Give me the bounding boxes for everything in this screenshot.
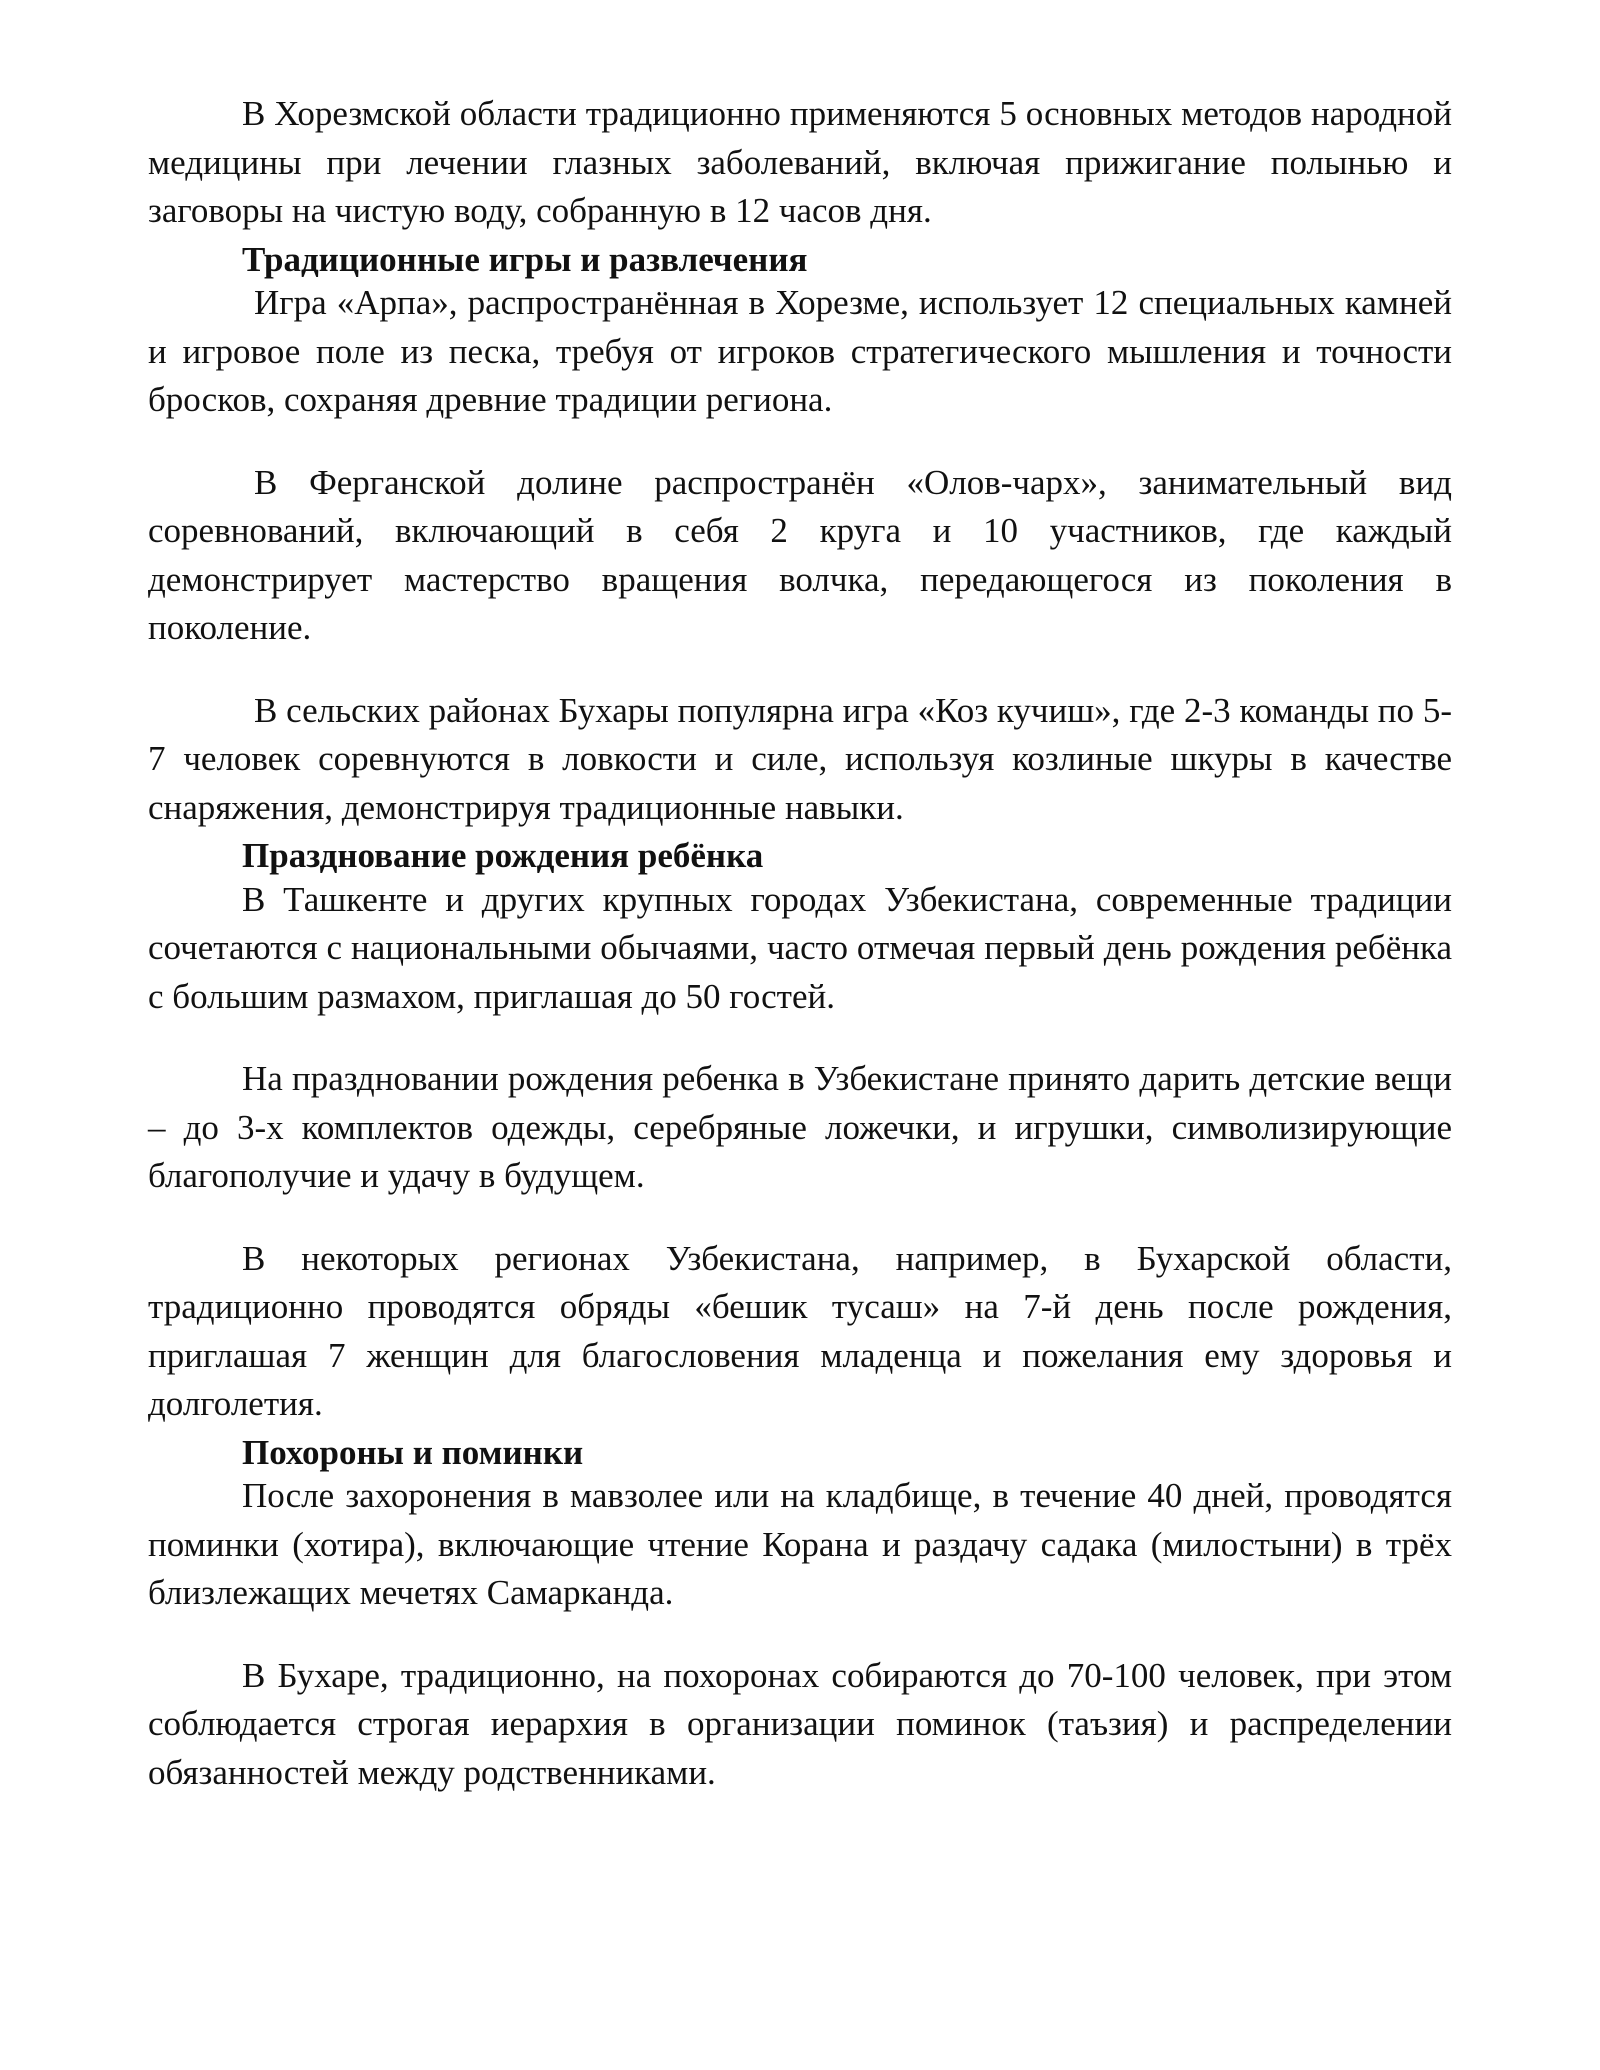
heading-funerals: Похороны и поминки	[242, 1432, 584, 1472]
paragraph-tashkent-birthday: В Ташкенте и других крупных городах Узбекистана, современные традиции сочетаются с национальными обычаями, часто отмечая первый день рождения ребёнка с большим размахом, приглашая до 50 гостей.	[148, 879, 1452, 1016]
paragraph-khotira: После захоронения в мавзолее или на кладбище, в течение 40 дней, проводятся поминки (хотира), включающие чтение Корана и раздачу садака (милостыни) в трёх близлежащих мечетях Самарканда.	[148, 1476, 1452, 1612]
paragraph-olov-charkh: В Ферганской долине распространён «Олов-чарх», занимательный вид соревнований, включающий в себя 2 круга и 10 участников, где каждый демонстрирует мастерство вращения волчка, передающегося из поколения в поколение.	[148, 462, 1452, 647]
heading-traditional-games: Традиционные игры и развлечения	[242, 239, 808, 279]
paragraph-khorezm-medicine: В Хорезмской области традиционно применяются 5 основных методов народной медицины при лечении глазных заболеваний, включая прижигание полынью и заговоры на чистую воду, собранную в 12 часов дня.	[148, 94, 1452, 230]
heading-child-birth: Празднование рождения ребёнка	[242, 836, 764, 875]
paragraph-bukhara-funerals: В Бухаре, традиционно, на похоронах собираются до 70-100 человек, при этом соблюдается строгая иерархия в организации поминок (таъзия) и распределении обязанностей между родственниками.	[148, 1655, 1452, 1792]
paragraph-arpa-game: Игра «Арпа», распространённая в Хорезме, использует 12 специальных камней и игровое поле из песка, требуя от игроков стратегического мышления и точности бросков, сохраняя древние традиции региона.	[148, 283, 1452, 419]
paragraph-beshik-tusash: В некоторых регионах Узбекистана, например, в Бухарской области, традиционно проводятся обряды «бешик тусаш» на 7-й день после рождения, приглашая 7 женщин для благословения младенца и пожелания ему здоровья и долголетия.	[148, 1238, 1452, 1423]
document-page	[148, 90, 1452, 1797]
paragraph-birth-gifts: На праздновании рождения ребенка в Узбекистане принято дарить детские вещи – до 3-х комплектов одежды, серебряные ложечки, и игрушки, символизирующие благополучие и удачу в будущем.	[148, 1059, 1452, 1195]
paragraph-koz-kuchish: В сельских районах Бухары популярна игра «Коз кучиш», где 2-3 команды по 5-7 человек соревнуются в ловкости и силе, используя козлиные шкуры в качестве снаряжения, демонстрируя традиционные навыки.	[148, 690, 1452, 827]
